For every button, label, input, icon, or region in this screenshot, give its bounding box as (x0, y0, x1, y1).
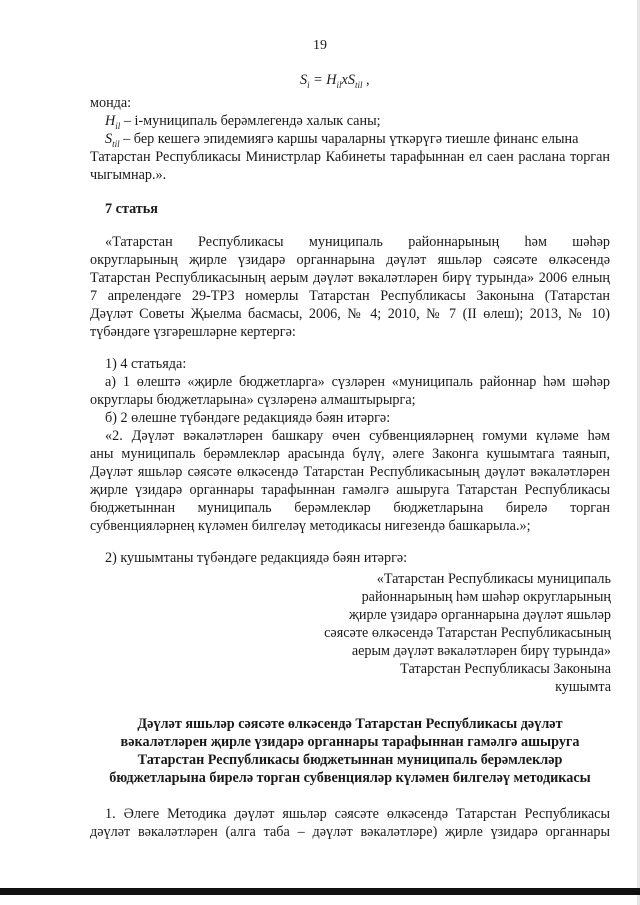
def-s-text: – бер кешегә эпидемиягә каршы чараларны үткәрүгә тиешле финанс елына (119, 131, 579, 147)
item1-a-line2: округлары бюджетларына» сүзләренә алмаштырырга; (90, 392, 416, 408)
item2-title: 2) кушымтаны түбәндәге редакциядә бәян итәргә: (105, 550, 408, 566)
quote-line: «2. Дәүләт вәкаләтләрен башкару өчен субвенцияләрнең гомуми күләме һәм (105, 428, 610, 444)
formula-lhs-sub: i (307, 79, 310, 90)
formula-eq: = (309, 72, 327, 88)
def-h-sub: il (115, 120, 121, 131)
appendix-line: сәясәте өлкәсендә Татарстан Республикасының (324, 625, 611, 641)
article-title: 7 статья (105, 201, 158, 217)
formula-s-sub: til (354, 79, 363, 90)
article-line: Дәүләт Советы Җыелма басмасы, 2006, № 4; 2010, № 7 (II өлеш); 2013, № 10) (90, 306, 610, 322)
formula-lhs: S (300, 72, 308, 88)
article-line: округларының җирле үзидарә органнарына дәүләт яшьләр сәясәте өлкәсендә (90, 252, 610, 268)
page-number: 19 (313, 38, 327, 53)
method-para-line: 1. Әлеге Методика дәүләт яшьләр сәясәте өлкәсендә Татарстан Республикасы (105, 806, 610, 822)
item1-title: 1) 4 статьяда: (105, 356, 187, 372)
def-s-line3: чыгымнар.». (90, 167, 167, 183)
method-title-line: вәкаләтләрен җирле үзидарә органнары тарафыннан гамәлгә ашыруга (120, 734, 580, 750)
appendix-line: районнарының һәм шәһәр округларының (361, 589, 611, 605)
quote-line: Дәүләт яшьләр сәясәте өлкәсендә Татарстан Республикасының дәүләт вәкаләтләрен (90, 464, 610, 480)
article-line: «Татарстан Республикасы муниципаль районнарының һәм шәһәр (105, 234, 610, 250)
appendix-line: кушымта (555, 679, 611, 695)
scan-bottom-bar (0, 888, 640, 895)
method-title-line: Дәүләт яшьләр сәясәте өлкәсендә Татарстан Республикасы дәүләт (137, 716, 563, 732)
appendix-line: җирле үзидарә органнарына дәүләт яшьләр (349, 607, 611, 623)
quote-line: җирле үзидарә органнары тарафыннан гамәлгә ашыруга Татарстан Республикасы (90, 482, 610, 498)
formula-mult: x (341, 72, 348, 88)
appendix-line: «Татарстан Республикасы муниципаль (376, 571, 611, 587)
def-s-sub: til (112, 138, 120, 149)
formula-tail: , (362, 72, 370, 88)
def-s-line2: Татарстан Республикасы Министрлар Кабинеты тарафыннан ел саен раслана торган (90, 149, 610, 165)
article-line: Татарстан Республикасының аерым дәүләт вәкаләтләрен бирү турында» 2006 елның (90, 270, 610, 286)
quote-line: аны муниципаль берәмлекләр арасында бүлү, әлеге Законга кушымтага таянып, (90, 446, 610, 462)
formula-s: S (347, 72, 355, 88)
method-title-line: бюджетларына бирелә торган субвенцияләр күләмен билгеләү методикасы (109, 770, 591, 786)
def-h-symbol: H (105, 113, 116, 129)
appendix-line: аерым дәүләт вәкаләтләрен бирү турында» (351, 643, 611, 659)
def-h-text: – i-муниципаль берәмлегендә халык саны; (120, 113, 381, 129)
article-line: түбәндәге үзгәрешләрне кертергә: (90, 324, 296, 340)
formula-h: H (326, 72, 337, 88)
formula-h-sub: il (336, 79, 342, 90)
quote-line: бюджетыннан муниципаль берәмлекләр бюджетларына бирелә торган (90, 500, 610, 516)
item1-a-line1: а) 1 өлештә «җирле бюджетларга» сүзләрен «муниципаль районнар һәм шәһәр (105, 374, 610, 390)
quote-line: субвенцияләрнең күләмен билгеләү методикасы нигезендә башкарыла.»; (90, 518, 531, 534)
method-title-line: Татарстан Республикасы бюджетыннан муниципаль берәмлекләр (137, 752, 563, 768)
def-s-symbol: S (105, 131, 113, 147)
appendix-line: Татарстан Республикасы Законына (400, 661, 611, 677)
method-para-line: дәүләт вәкаләтләрен (алга таба – дәүләт вәкаләтләре) җирле үзидарә органнары (90, 824, 610, 840)
formula (300, 72, 370, 90)
defs-intro: монда: (90, 95, 132, 111)
item1-b-line: б) 2 өлешне түбәндәге редакциядә бәян итәргә: (105, 410, 391, 426)
article-line: 7 апрелендәге 29-ТРЗ номерлы Татарстан Республикасы Законына (Татарстан (90, 288, 610, 304)
